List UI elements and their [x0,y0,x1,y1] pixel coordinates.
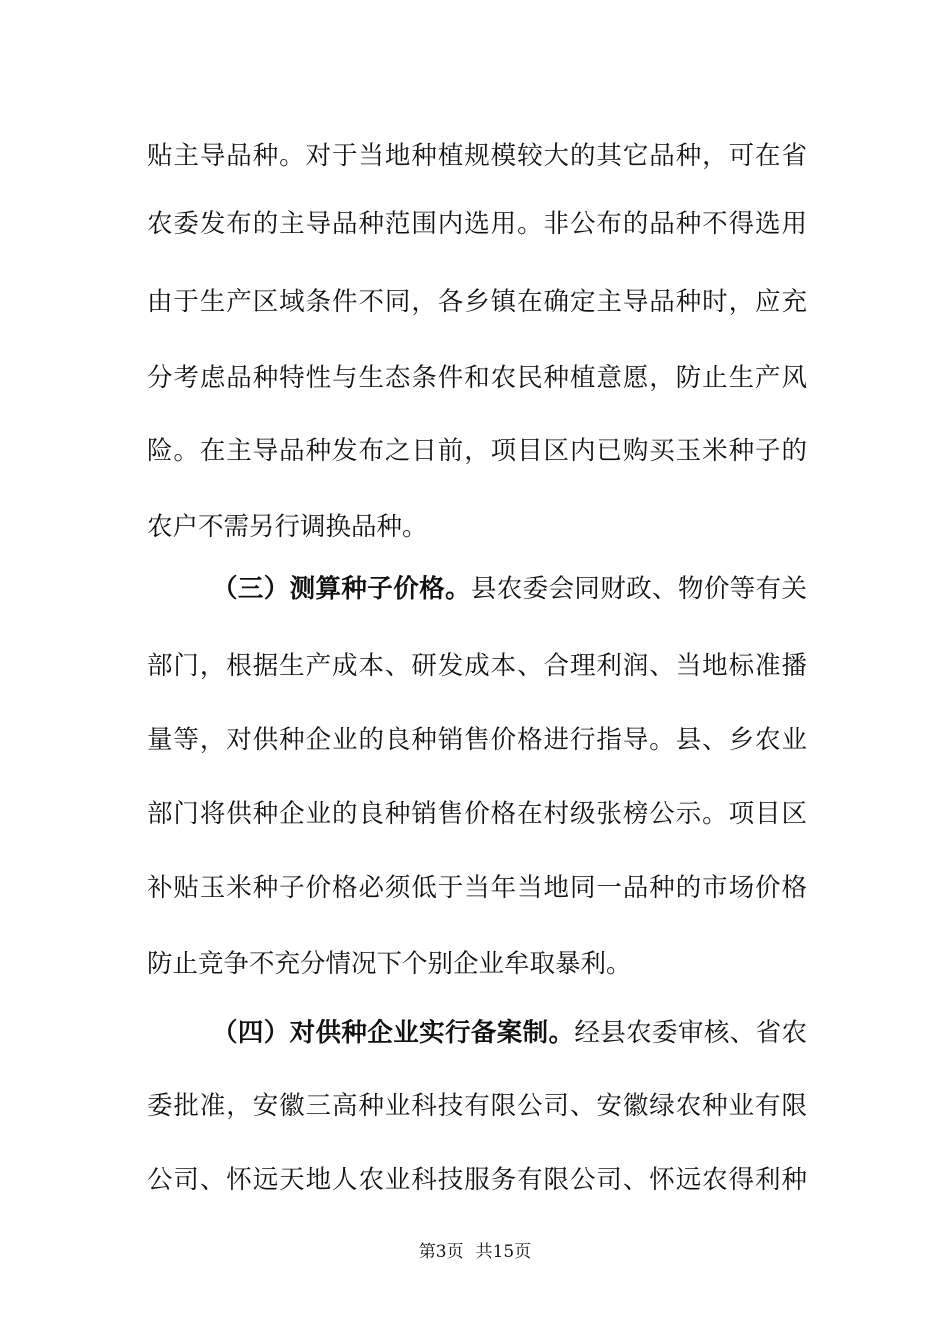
body-text-line: 公司、怀远天地人农业科技服务有限公司、怀远农得利种 [147,1165,807,1195]
body-text-line: 补贴玉米种子价格必须低于当年当地同一品种的市场价格 [147,873,807,903]
section-text: 经县农委审核、省农 [574,1018,807,1048]
body-text-line: 险。在主导品种发布之日前，项目区内已购买玉米种子的 [147,436,807,466]
section-heading: （四）对供种企业实行备案制。 [212,1018,575,1048]
section-heading-line [212,1013,807,1053]
body-text-line: 贴主导品种。对于当地种植规模较大的其它品种，可在省 [147,141,807,171]
section-text: 县农委会同财政、物价等有关 [470,574,807,604]
body-text-line: 部门将供种企业的良种销售价格在村级张榜公示。项目区 [147,799,807,829]
body-text-line: 分考虑品种特性与生态条件和农民种植意愿，防止生产风 [147,363,807,393]
body-text-line: 量等，对供种企业的良种销售价格进行指导。县、乡农业 [147,725,807,755]
body-text-line: 农委发布的主导品种范围内选用。非公布的品种不得选用 [147,209,807,239]
page-total: 共15页 [475,1242,532,1262]
page-footer [0,1240,950,1264]
body-text-line: 委批准，安徽三高种业科技有限公司、安徽绿农种业有限 [147,1091,807,1121]
section-heading: （三）测算种子价格。 [212,574,471,604]
body-text-line: 部门，根据生产成本、研发成本、合理利润、当地标准播 [147,651,807,681]
page-number: 第3页 [418,1242,464,1262]
section-heading-line [212,569,807,609]
body-text-line: 农户不需另行调换品种。 [147,512,428,542]
body-text-line: 由于生产区域条件不同，各乡镇在确定主导品种时，应充 [147,287,807,317]
body-text-line: 防止竞争不充分情况下个别企业牟取暴利。 [147,949,632,979]
